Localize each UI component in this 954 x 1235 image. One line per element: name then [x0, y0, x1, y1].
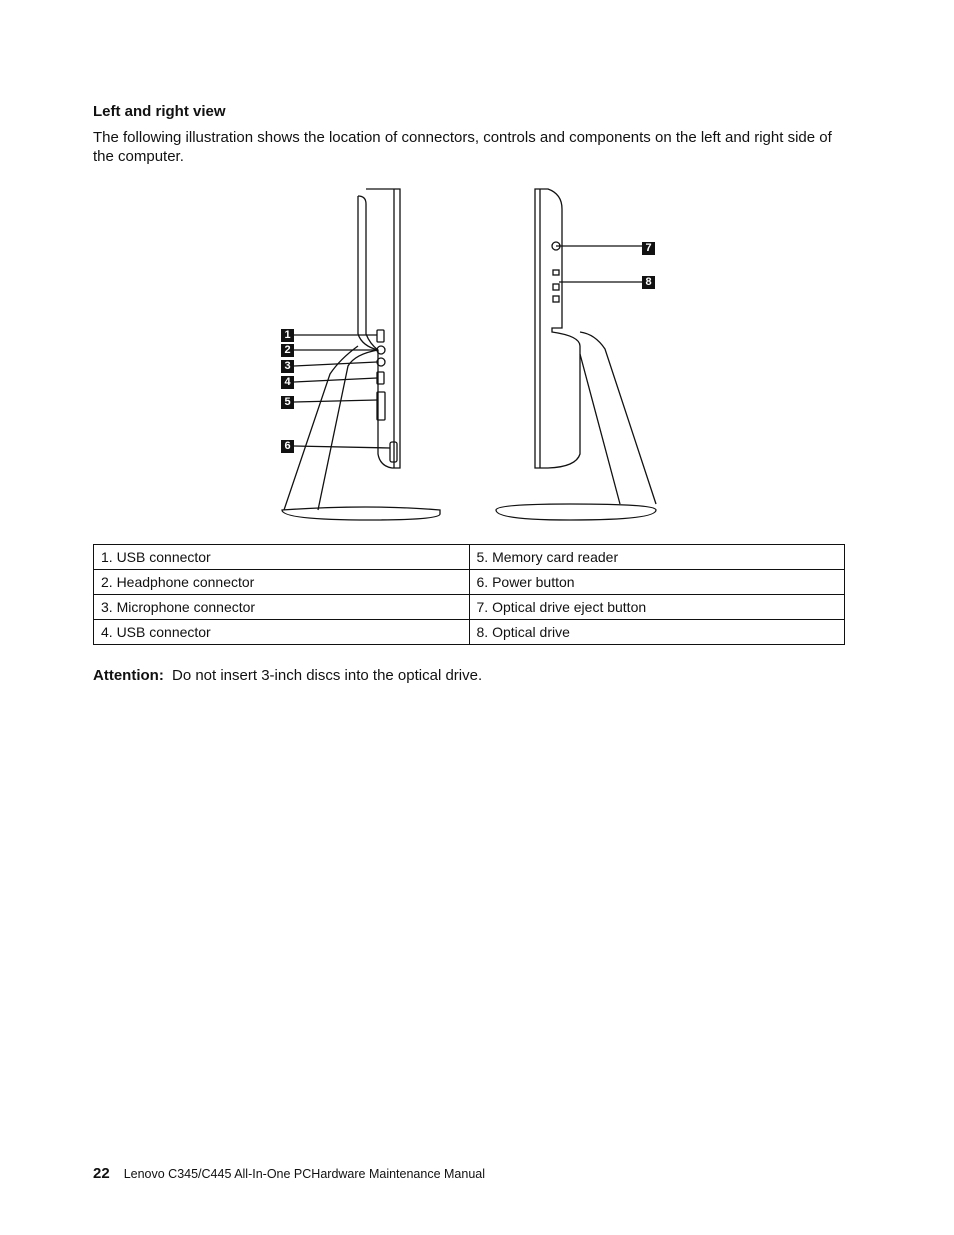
drive-indicator: [553, 270, 559, 275]
page-footer: [93, 1165, 485, 1182]
table-cell: 4. USB connector: [94, 620, 470, 645]
table-row: [94, 545, 845, 570]
table-cell: 3. Microphone connector: [94, 595, 470, 620]
right-side-view: [496, 189, 656, 520]
callout-3: 3: [281, 360, 294, 373]
attention-text: Do not insert 3-inch discs into the optical drive.: [171, 667, 483, 684]
table-cell: 7. Optical drive eject button: [469, 595, 845, 620]
callout-8: 8: [642, 276, 655, 289]
table-row: [94, 620, 845, 645]
manual-title: Lenovo C345/C445 All-In-One PCHardware Maintenance Manual: [123, 1167, 486, 1181]
table-cell: 2. Headphone connector: [94, 570, 470, 595]
attention-label: Attention:: [93, 667, 164, 684]
table-cell: 1. USB connector: [94, 545, 470, 570]
table-cell: 6. Power button: [469, 570, 845, 595]
attention-note: [93, 667, 482, 684]
page-number: 22: [93, 1165, 110, 1182]
left-right-view-illustration: [270, 184, 670, 524]
callout-6: 6: [281, 440, 294, 453]
computer-side-views-drawing: [270, 184, 670, 524]
table-row: [94, 570, 845, 595]
usb-port-1: [377, 330, 384, 342]
callout-4: 4: [281, 376, 294, 389]
callout-1: 1: [281, 329, 294, 342]
callout-2: 2: [281, 344, 294, 357]
section-heading: Left and right view: [93, 103, 226, 120]
callout-7: 7: [642, 242, 655, 255]
intro-paragraph: The following illustration shows the location of connectors, controls and components on the left and right side of the computer.: [93, 129, 832, 165]
table-row: [94, 595, 845, 620]
left-side-view: [282, 189, 440, 520]
component-legend-table: [93, 544, 845, 645]
table-cell: 5. Memory card reader: [469, 545, 845, 570]
callout-5: 5: [281, 396, 294, 409]
table-cell: 8. Optical drive: [469, 620, 845, 645]
